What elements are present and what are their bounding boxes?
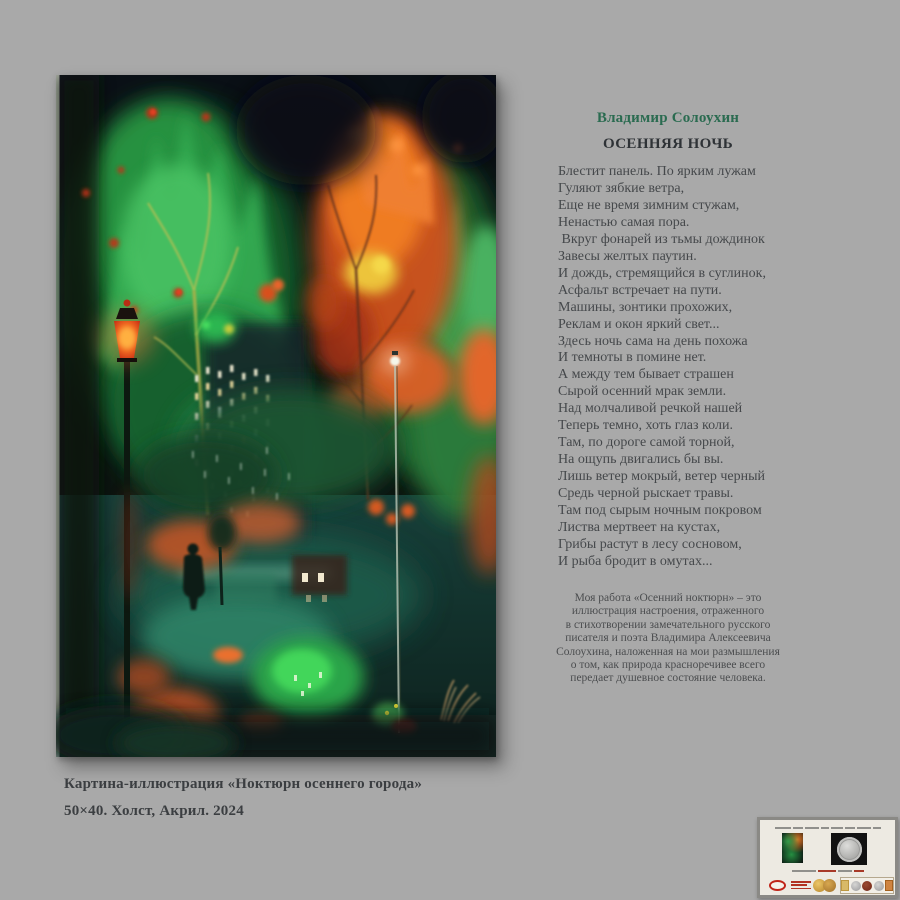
poem-line: На ощупь двигались бы вы. xyxy=(558,452,724,468)
painting-caption xyxy=(64,771,422,824)
card-awards-row xyxy=(760,876,895,896)
canvas-edge xyxy=(56,75,60,757)
poem-line: Грибы растут в лесу сосновом, xyxy=(558,536,742,552)
poem-body xyxy=(558,164,766,571)
caption-title: Картина-иллюстрация «Ноктюрн осеннего города» xyxy=(64,776,423,792)
medal-icon xyxy=(837,837,862,862)
note-line: иллюстрация настроения, отраженного xyxy=(571,605,765,618)
poem-line: Еще не время зимним стужам, xyxy=(558,197,740,213)
awards-strip xyxy=(840,877,894,894)
poem-line: Гуляют зябкие ветра, xyxy=(558,180,685,196)
poem-line: Асфальт встречает на пути. xyxy=(558,282,722,298)
poem-line: Блестит панель. По ярким лужам xyxy=(558,164,756,179)
award-card xyxy=(757,817,898,898)
lamp-globe xyxy=(390,356,400,366)
caption-details: 50×40. Холст, Акрил. 2024 xyxy=(64,802,244,819)
painting-nocturne-of-autumn-city xyxy=(56,75,496,757)
bronze-medal-icon xyxy=(823,879,836,892)
painting-canvas xyxy=(56,75,496,757)
poem-line: Ненастью самая пора. xyxy=(558,214,690,230)
card-caption-top xyxy=(760,827,895,829)
poem-line: Здесь ночь сама на день похожа xyxy=(558,333,748,349)
poem-line: Машины, зонтики прохожих, xyxy=(558,299,733,315)
poem-line: Над молчаливой речкой нашей xyxy=(558,401,743,417)
poem-author: Владимир Солоухин xyxy=(596,110,740,126)
note-line: о том, как природа красноречивее всего xyxy=(570,659,766,672)
poem-line: Реклам и окон яркий свет... xyxy=(558,316,720,332)
silver-medal-icon xyxy=(851,881,861,891)
poem-line: Вкруг фонарей из тьмы дождинок xyxy=(558,231,765,247)
poem-title: ОСЕННЯЯ НОЧЬ xyxy=(602,136,734,152)
painting-thumbnail xyxy=(782,833,803,863)
note-line: Моя работа «Осенний ноктюрн» – это xyxy=(574,592,762,604)
medal-photo xyxy=(831,833,867,865)
poem-line: Там, по дороге самой торной, xyxy=(558,435,735,451)
artist-note xyxy=(540,592,796,686)
poem-line: Там под сырым ночным покровом xyxy=(558,503,762,519)
poem-line: И дождь, стремящийся в суглинок, xyxy=(558,265,766,281)
publisher-logo-text xyxy=(791,881,811,889)
card-caption-mid xyxy=(760,870,895,872)
note-line: писателя и поэта Владимира Алексеевича xyxy=(565,632,771,645)
publisher-logo-icon xyxy=(769,880,786,891)
poem-line: Сырой осенний мрак земли. xyxy=(558,384,727,400)
poem-line: И темноты в помине нет. xyxy=(558,350,707,366)
poem-line: Листва мертвеет на кустах, xyxy=(558,520,721,536)
stamp-icon xyxy=(885,880,893,891)
poem-line: Теперь темно, хоть глаз коли. xyxy=(558,418,733,434)
poem-line: А между тем бывает страшен xyxy=(558,367,734,383)
note-line: передает душевное состояние человека. xyxy=(570,672,766,685)
poem-line: Лишь ветер мокрый, ветер черный xyxy=(558,469,766,485)
poem-header xyxy=(545,110,791,153)
poem-line: Средь черной рыскает травы. xyxy=(558,486,734,502)
silver-medal-icon xyxy=(874,881,884,891)
note-line: в стихотворении замечательного русского xyxy=(565,618,771,631)
note-line: Солоухина, наложенная на мои размышления xyxy=(556,645,780,658)
maroon-medal-icon xyxy=(862,881,872,891)
bright-green-reflection xyxy=(272,649,332,693)
poem-line: Завесы желтых паутин. xyxy=(558,248,697,264)
poem-line: И рыба бродит в омутах... xyxy=(558,553,713,569)
stamp-icon xyxy=(841,880,849,891)
